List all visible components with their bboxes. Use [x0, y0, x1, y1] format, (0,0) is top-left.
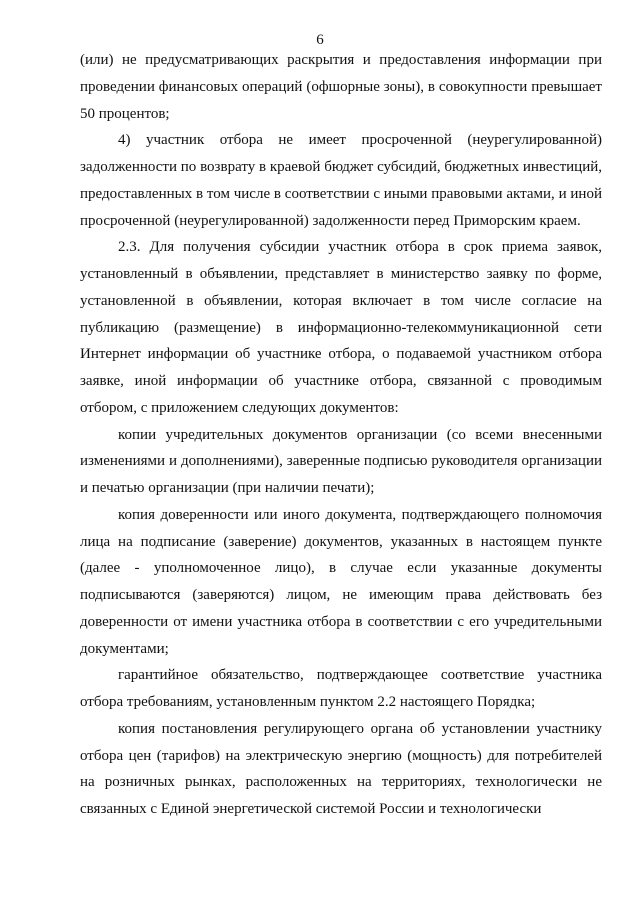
paragraph-2-3-application: 2.3. Для получения субсидии участник отбора в срок приема заявок, установленный в объявлении, представляет в министерство заявку по форме, установленной в объявлении, которая включает в том числе согласие на публикацию (размещение) в информационно-телекоммуникационной сети Интернет информации об участнике отбора, о подаваемой участником отбора заявке, иной информации об участнике отбора, связанной с проводимым отбором, с приложением следующих документов: [80, 239, 602, 416]
paragraph-offshore-continuation: (или) не предусматривающих раскрытия и предоставления информации при проведении финансовых операций (офшорные зоны), в совокупности превышает 50 процентов; [80, 52, 602, 122]
paragraph-tariff-resolution: копия постановления регулирующего органа об установлении участнику отбора цен (тарифов) на электрическую энергию (мощность) для потребителей на розничных рынках, расположенных на территориях, технологически не связанных с Единой энергетической системой России и технологически [80, 720, 602, 817]
paragraph-power-of-attorney: копия доверенности или иного документа, подтверждающего полномочия лица на подписание (заверение) документов, указанных в настоящем пункте (далее - уполномоченное лицо), в случае если указанные документы подписываются (заверяются) лицом, не имеющим права действовать без доверенности от имени участника отбора в соответствии с его учредительными документами; [80, 506, 602, 657]
document-body [80, 47, 602, 823]
paragraph-item-4-no-debt: 4) участник отбора не имеет просроченной (неурегулированной) задолженности по возврату в краевой бюджет субсидий, бюджетных инвестиций, предоставленных в том числе в соответствии с иными правовыми актами, и иной просроченной (неурегулированной) задолженности перед Приморским краем. [80, 132, 602, 229]
paragraph-guarantee-obligation: гарантийное обязательство, подтверждающее соответствие участника отбора требованиям, установленным пунктом 2.2 настоящего Порядка; [80, 667, 602, 710]
page-number: 6 [316, 32, 324, 48]
paragraph-founding-documents: копии учредительных документов организации (со всеми внесенными изменениями и дополнениями), заверенные подписью руководителя организации и печатью организации (при наличии печати); [80, 426, 602, 496]
